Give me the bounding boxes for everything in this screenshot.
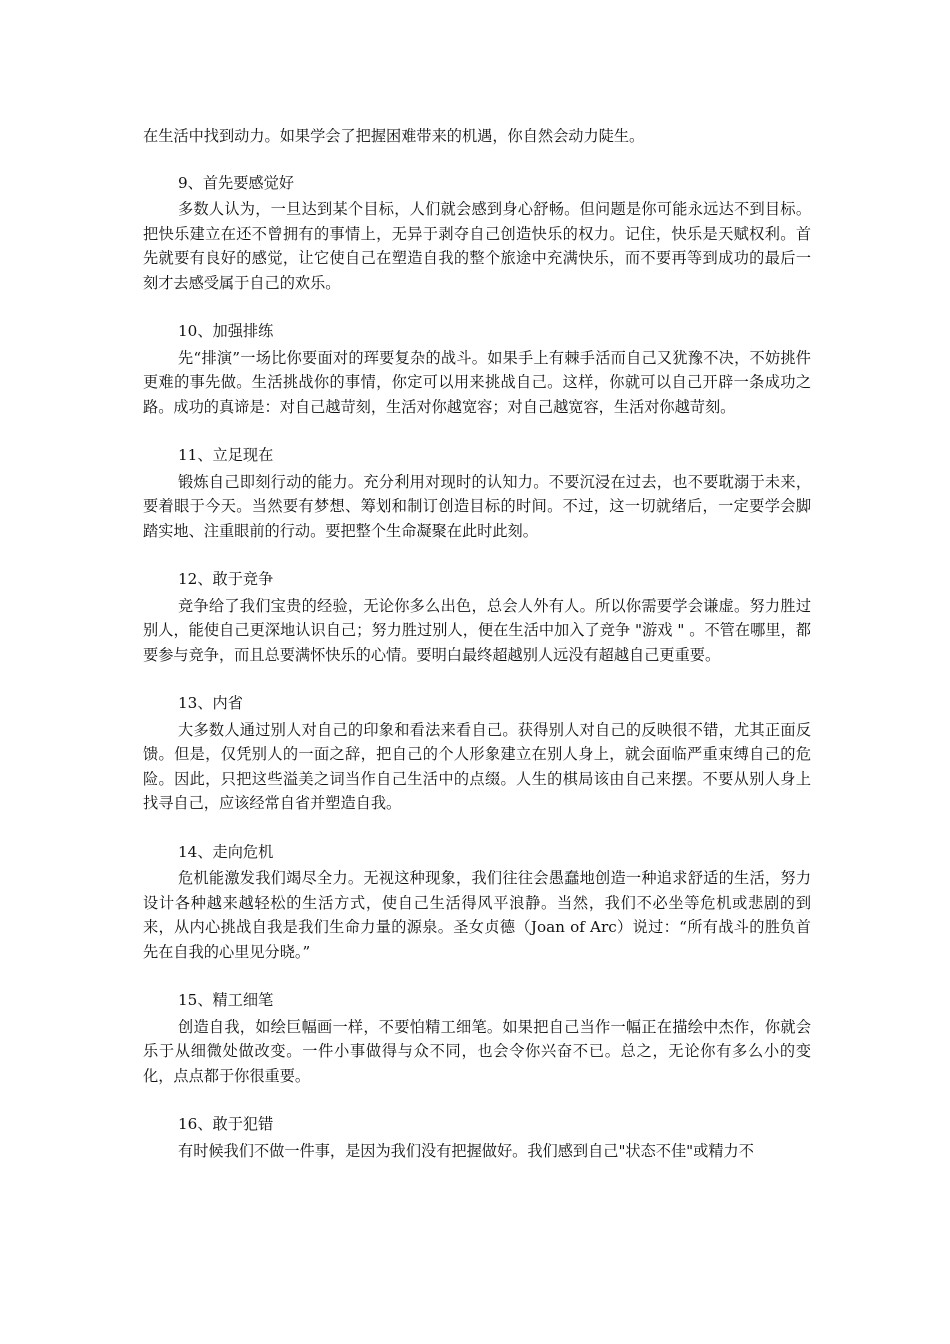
section-body: 竞争给了我们宝贵的经验，无论你多么出色，总会人外有人。所以你需要学会谦虚。努力胜过别人，能使自己更深地认识自己；努力胜过别人，便在生活中加入了竞争 "游戏 " 。不管在哪里，都要参与竞争，而且总要满怀快乐的心情。要明白最终超越别人远没有超越自己更重要。 (143, 596, 811, 664)
section-heading: 16、敢于犯错 (178, 1115, 274, 1133)
document-content (143, 124, 811, 1187)
section-body: 创造自我，如绘巨幅画一样，不要怕精工细笔。如果把自己当作一幅正在描绘中杰作，你就会乐于从细微处做改变。一件小事做得与众不同，也会令你兴奋不已。总之，无论你有多么小的变化，点点都于你很重要。 (143, 1017, 811, 1085)
section-heading: 11、立足现在 (178, 446, 274, 464)
section-heading: 15、精工细笔 (178, 991, 274, 1009)
section-body: 大多数人通过别人对自己的印象和看法来看自己。获得别人对自己的反映很不错，尤其正面反馈。但是，仅凭别人的一面之辞，把自己的个人形象建立在别人身上，就会面临严重束缚自己的危险。因此，只把这些溢美之词当作自己生活中的点缀。人生的棋局该由自己来摆。不要从别人身上找寻自己，应该经常自省并塑造自我。 (143, 720, 811, 812)
section-body: 多数人认为，一旦达到某个目标，人们就会感到身心舒畅。但问题是你可能永远达不到目标。把快乐建立在还不曾拥有的事情上，无异于剥夺自己创造快乐的权力。记住，快乐是天赋权利。首先就要有良好的感觉，让它使自己在塑造自我的整个旅途中充满快乐，而不要再等到成功的最后一刻才去感受属于自己的欢乐。 (143, 200, 811, 292)
section-body: 危机能激发我们竭尽全力。无视这种现象，我们往往会愚蠢地创造一种追求舒适的生活，努力设计各种越来越轻松的生活方式，使自己生活得风平浪静。当然，我们不必坐等危机或悲剧的到来，从内心挑战自我是我们生命力量的源泉。圣女贞德（Joan of Arc）说过：“所有战斗的胜负首先在自我的心里见分晓。” (143, 869, 811, 961)
section-16 (143, 1112, 811, 1163)
section-body: 有时候我们不做一件事，是因为我们没有把握做好。我们感到自己"状态不佳"或精力不 (178, 1141, 754, 1160)
section-body: 锻炼自己即刻行动的能力。充分利用对现时的认知力。不要沉浸在过去，也不要耽溺于未来，要着眼于今天。当然要有梦想、筹划和制订创造目标的时间。不过，这一切就绪后，一定要学会脚踏实地、注重眼前的行动。要把整个生命凝聚在此时此刻。 (143, 472, 811, 540)
section-heading: 12、敢于竞争 (178, 570, 274, 588)
section-15 (143, 988, 811, 1088)
section-12 (143, 567, 811, 667)
section-11 (143, 443, 811, 543)
section-heading: 9、首先要感觉好 (178, 173, 294, 192)
section-heading: 14、走向危机 (178, 842, 274, 861)
section-heading: 10、加强排练 (178, 322, 274, 340)
section-heading: 13、内省 (178, 694, 243, 712)
section-body: 先“排演”一场比你要面对的珲要复杂的战斗。如果手上有棘手活而自己又犹豫不决，不妨挑件更难的事先做。生活挑战你的事情，你定可以用来挑战自己。这样，你就可以自己开辟一条成功之路。成功的真谛是：对自己越苛刻，生活对你越宽容；对自己越宽容，生活对你越苛刻。 (143, 348, 811, 416)
lead-paragraph: 在生活中找到动力。如果学会了把握困难带来的机遇，你自然会动力陡生。 (143, 127, 645, 145)
section-10 (143, 319, 811, 419)
section-14 (143, 840, 811, 965)
section-13 (143, 691, 811, 816)
section-9 (143, 171, 811, 296)
